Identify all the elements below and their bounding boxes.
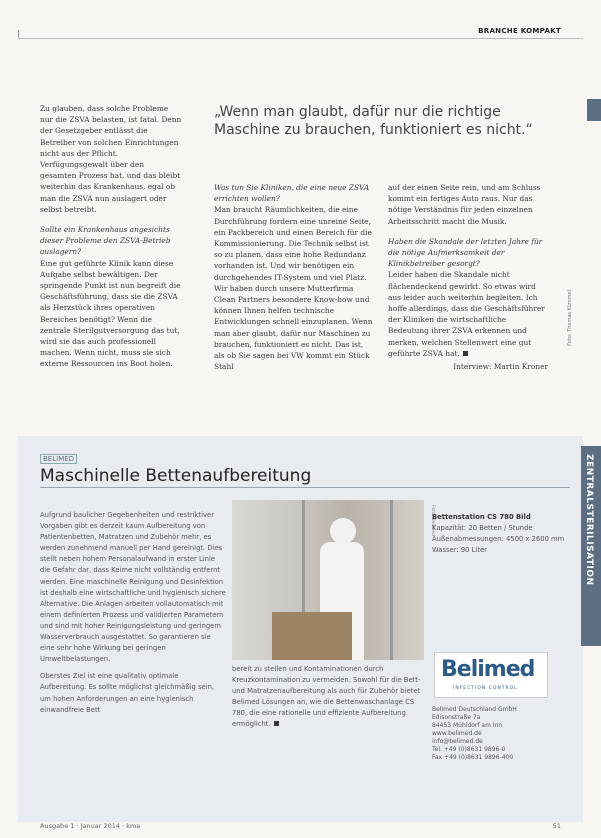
product-body-left <box>40 510 226 716</box>
crop-mark <box>18 30 19 38</box>
answer-text: Leider haben die Skandale nicht flächendeckend gewirkt. So etwas wird aus leider auch weiterhin begleiten. Ich hoffe allerdings, dass die Geschäftsführer der Kliniken die wirtschaftliche Bedeutung ihrer ZSVA erkennen und merken, welchen Stellenwert eine gut geführte ZSVA hat. <box>388 270 545 358</box>
end-mark-icon <box>274 721 279 726</box>
paragraph: Zu glauben, dass solche Probleme nur die ZSVA belasten, ist fatal. Denn der Gesetzgeber entlässt die Betreiber von solchen Einrichtungen nicht aus der Pflicht. Verfügungsgewalt über den gesamten Prozess hat, und das bleibt weiterhin das Krankenhaus, egal ob man die ZSVA nun auslagert oder selbst betreibt. <box>40 104 182 214</box>
product-title: Maschinelle Bettenaufbereitung <box>40 466 312 486</box>
section-marker <box>587 99 601 121</box>
photo-credit: Foto: Belimed <box>430 505 435 537</box>
title-rule <box>40 487 570 488</box>
paragraph <box>232 664 424 731</box>
address-line: Fax +49 (0)8631 9896-400 <box>432 754 514 761</box>
footer-left: Ausgabe 1 · Januar 2014 · kma <box>40 822 141 830</box>
paragraph: Man braucht Räumlichkeiten, die eine Durchführung fordern eine unreine Seite, ein Packbereich und einen Bereich für die Kommissionierung. Die Technik selbst ist so zu planen, dass eine hohe Redundanz vorhanden ist. Und wir benötigen ein durchgehendes IT-System und viel Platz. Wir haben durch unsere Mutterfirma Clean Partners besondere Know-how und können Ihnen helfen technische Entwicklungen schnell einzuplanen. Wenn man aber glaubt, dafür nur Maschinen zu brauchen, funktioniert es nicht. Das ist, als ob Sie sagen bei VW kommt ein Stück Stahl <box>214 205 373 372</box>
worker-head <box>330 518 356 544</box>
address-line: Edisonstraße 7a <box>432 714 481 721</box>
spec-line: Wasser: 90 Liter <box>432 546 487 555</box>
address-line: Belimed Deutschland GmbH <box>432 706 517 713</box>
paragraph: Eine gut geführte Klinik kann diese Aufgabe selbst bewältigen. Der springende Punkt ist nun begreift die Geschäftsführung, dass sie die ZSVA als Herzstück ihres operativen Bereiches benötigt? Wenn die zentrale Sterilgutversorgung das tut, wird sie das auch professionell machen. Wenn nicht, muss sie sich externe Ressourcen ins Boot holen. <box>40 258 181 369</box>
paragraph: auf der einen Seite rein, und am Schluss kommt ein fertiges Auto raus. Nur das nötige Verständnis für jeden einzelnen Arbeitsschritt macht die Musik. <box>388 183 541 226</box>
spec-box <box>432 512 572 556</box>
byline: Interview: Martin Kroner <box>453 362 548 372</box>
address-line: www.belimed.de <box>432 730 482 737</box>
product-photo <box>232 500 424 660</box>
company-address <box>432 706 572 762</box>
belimed-logo <box>434 652 548 698</box>
spec-title: Bettenstation CS 780 Bild <box>432 513 531 521</box>
spec-line: Außenabmessungen: 4500 x 2600 mm <box>432 535 565 544</box>
address-line: 84453 Mühldorf am Inn <box>432 722 503 729</box>
body-text: bereit zu stellen und Kontaminationen durch Kreuzkontamination zu vermeiden. Sowohl für die Bett- und Matratzenaufbereitung als auch für Zubehör bietet Belimed Lösungen an, wie die Bettenwaschanlage CS 780, die eine rationelle und effiziente Aufbereitung ermöglicht. <box>232 665 421 729</box>
interview-question: Was tun Sie Kliniken, die eine neue ZSVA errichten wollen? <box>214 183 370 204</box>
end-mark-icon <box>463 351 468 356</box>
paragraph: Aufgrund baulicher Gegebenheiten und restriktiver Vorgaben gibt es derzeit kaum Aufbereitung von Patientenbetten, Matratzen und Zubehör mehr, es werden zunehmend manuell per Hand gereinigt. Dies stellt neben hohem Personalaufwand in erster Linie die Gefahr dar, dass Keime nicht vollständig entfernt werden. Eine maschinelle Reinigung und Desinfektion ist deshalb eine wirtschaftliche und hygienisch sichere Alternative. Die Anlagen arbeiten vollautomatisch mit einem definierten Prozess und validierten Parametern und sind mit hoher Reinigungsleistung und geringem Wasserverbrauch ausgestattet. So garantieren sie eine sehr hohe Wirkung bei geringen Umweltbelastungen. <box>40 511 226 664</box>
bed-cart <box>272 612 352 660</box>
header-rule <box>18 38 583 39</box>
logo-wordmark: Belimed <box>441 657 535 682</box>
pull-quote: „Wenn man glaubt, dafür nur die richtige Maschine zu brauchen, funktioniert es nicht.“ <box>214 104 533 138</box>
address-line: info@belimed.de <box>432 738 483 745</box>
address-line: Tel. +49 (0)8631 9896-0 <box>432 746 506 753</box>
interview-question: Haben die Skandale der letzten Jahre für die nötige Aufmerksamkeit der Klinikbetreiber gesorgt? <box>388 236 543 269</box>
interview-question: Sollte ein Krankenhaus angesichts dieser Probleme den ZSVA-Betrieb auslagern? <box>40 225 171 257</box>
column-1 <box>40 103 182 370</box>
logo-tagline: INFECTION CONTROL <box>453 686 518 691</box>
column-3 <box>388 182 548 372</box>
spec-line: Kapazität: 20 Betten / Stunde <box>432 524 533 533</box>
paragraph: Oberstes Ziel ist eine qualitativ optimale Aufbereitung. Es sollte möglichst gleichmäßig sein, um hohen Anforderungen an eine hygienisch einwandfreie Bett <box>40 672 215 714</box>
photo-credit: Foto: Thomas Kümmel <box>567 290 573 346</box>
product-body-mid <box>232 664 424 731</box>
column-2 <box>214 182 374 372</box>
kicker: BELIMED <box>40 454 77 464</box>
section-header: BRANCHE KOMPAKT <box>478 27 561 35</box>
paragraph <box>388 269 548 359</box>
section-tab <box>581 446 601 646</box>
page-number: 51 <box>552 822 561 830</box>
section-tab-label: ZENTRALSTERILISATION <box>584 454 594 586</box>
